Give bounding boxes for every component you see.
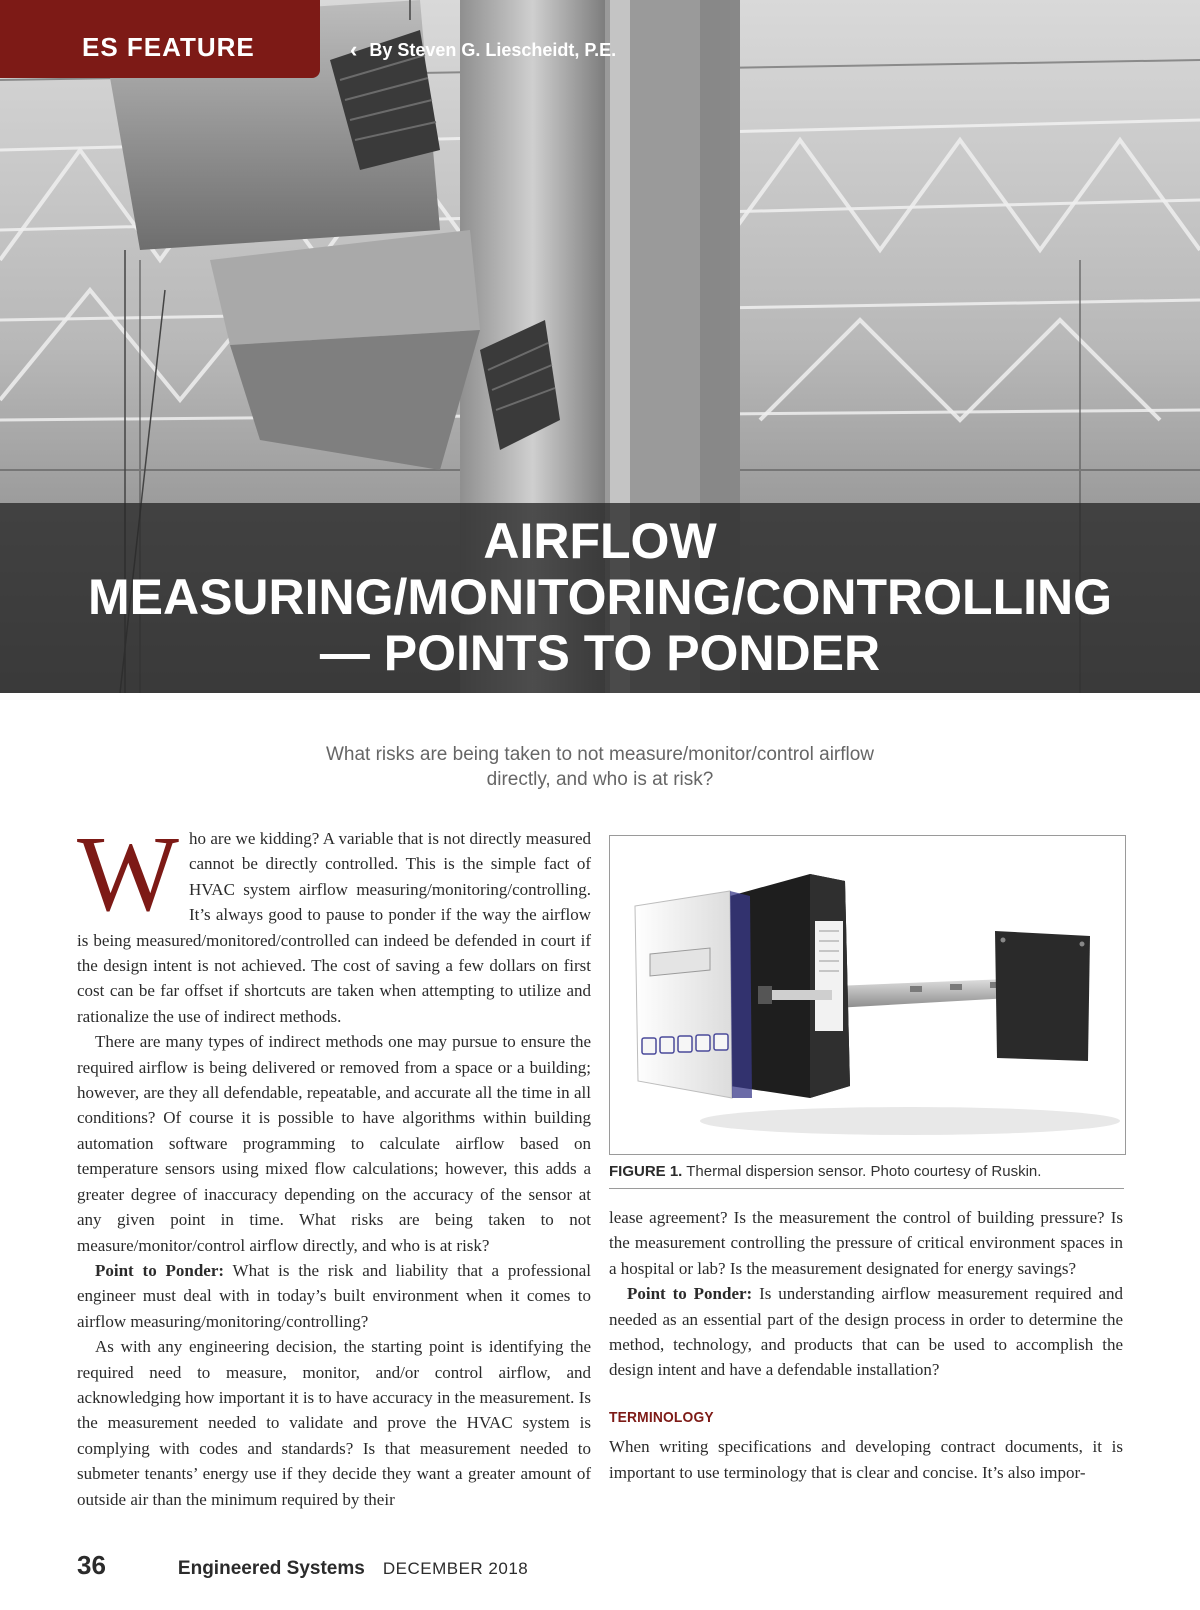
paragraph-lease-agreement: lease agreement? Is the measurement the control of building pressure? Is the measurement controlling the pressure of critical environment spaces in a hospital or lab? Is the measurement designated for energy savings? [609, 1208, 1123, 1278]
magazine-name: Engineered Systems [177, 1558, 365, 1579]
page-number: 36 [77, 1550, 106, 1580]
paragraph-terminology: When writing specifications and developing contract documents, it is important to use terminology that is clear and concise. It’s also impor- [609, 1437, 1123, 1482]
section-tab [0, 0, 320, 78]
figure-image [609, 835, 1126, 1155]
section-label: ES FEATURE [82, 32, 255, 62]
title-line-1: AIRFLOW [483, 513, 717, 569]
paragraph-indirect-methods: There are many types of indirect methods one may pursue to ensure the required airflow is being delivered or removed from a space or a building; however, are they all defendable, repeatable, and accurate all the time in all conditions? Of course it is possible to have algorithms within building automation software programming to calculate airflow based on temperature sensors using mixed flow calculations; however, this adds a greater degree of inaccuracy depending on the accuracy of the sensor at any given point in time. What risks are being taken to not measure/monitor/control airflow directly, and who is at risk? [77, 1032, 591, 1255]
ponder-2-text: Is understanding airflow measurement required and needed as an essential part of the design process in order to determine the method, technology, and products that can be used to accomplish the design intent and have a defendable installation? [609, 1284, 1123, 1380]
paragraph-ponder-2 [609, 1281, 1123, 1383]
byline-author: By Steven G. Liescheidt, P.E. [369, 39, 617, 60]
left-column [77, 815, 591, 1512]
paragraph-intro: ho are we kidding? A variable that is not directly measured cannot be directly controlled. This is the simple fact of HVAC system airflow measuring/monitoring/controlling. It’s always good to pause to ponder if the way the airflow is being measured/monitored/controlled can indeed be defended in court if the design intent is not achieved. The cost of saving a few dollars on first cost can be far offset if shortcuts are taken when attempting to utilize and rationalize the use of indirect methods. [77, 829, 591, 1026]
section-heading-terminology: TERMINOLOGY [609, 1408, 714, 1426]
page-title [0, 513, 1200, 681]
title-line-2: MEASURING/MONITORING/CONTROLLING [87, 569, 1113, 625]
figure-caption [609, 1163, 1124, 1189]
title-line-3: — POINTS TO PONDER [319, 625, 881, 681]
issue-date: DECEMBER 2018 [382, 1559, 529, 1578]
hero-photo [0, 0, 1200, 693]
chevron-left-icon: ‹ [350, 37, 358, 62]
page-footer [77, 1550, 528, 1580]
figure-label: FIGURE 1. [609, 1163, 683, 1180]
drop-cap: W [77, 815, 179, 934]
sensor-device-illustration [610, 836, 1125, 1154]
byline [350, 36, 616, 64]
paragraph-ponder-1 [77, 1258, 591, 1334]
paragraph-engineering-decision: As with any engineering decision, the starting point is identifying the required need to measure, monitor, and/or control airflow, and acknowledging how important it is to have accuracy in the measurement. Is the measurement needed to validate and prove the HVAC system is complying with codes and standards? Is that measurement needed to submeter tenants’ energy use if they decide they want a greater amount of outside air than the minimum required by their [77, 1337, 591, 1509]
ponder-label-2: Point to Ponder: [627, 1284, 753, 1304]
right-column [609, 1205, 1123, 1485]
ponder-1-text: What is the risk and liability that a professional engineer must deal with in today’s built environment when it comes to airflow measuring/monitoring/controlling? [77, 1260, 591, 1331]
figure-caption-text: Thermal dispersion sensor. Photo courtesy of Ruskin. [686, 1163, 1042, 1180]
article-deck: What risks are being taken to not measure/monitor/control airflow directly, and who is at risk? [325, 744, 875, 790]
ponder-label: Point to Ponder: [95, 1260, 225, 1280]
